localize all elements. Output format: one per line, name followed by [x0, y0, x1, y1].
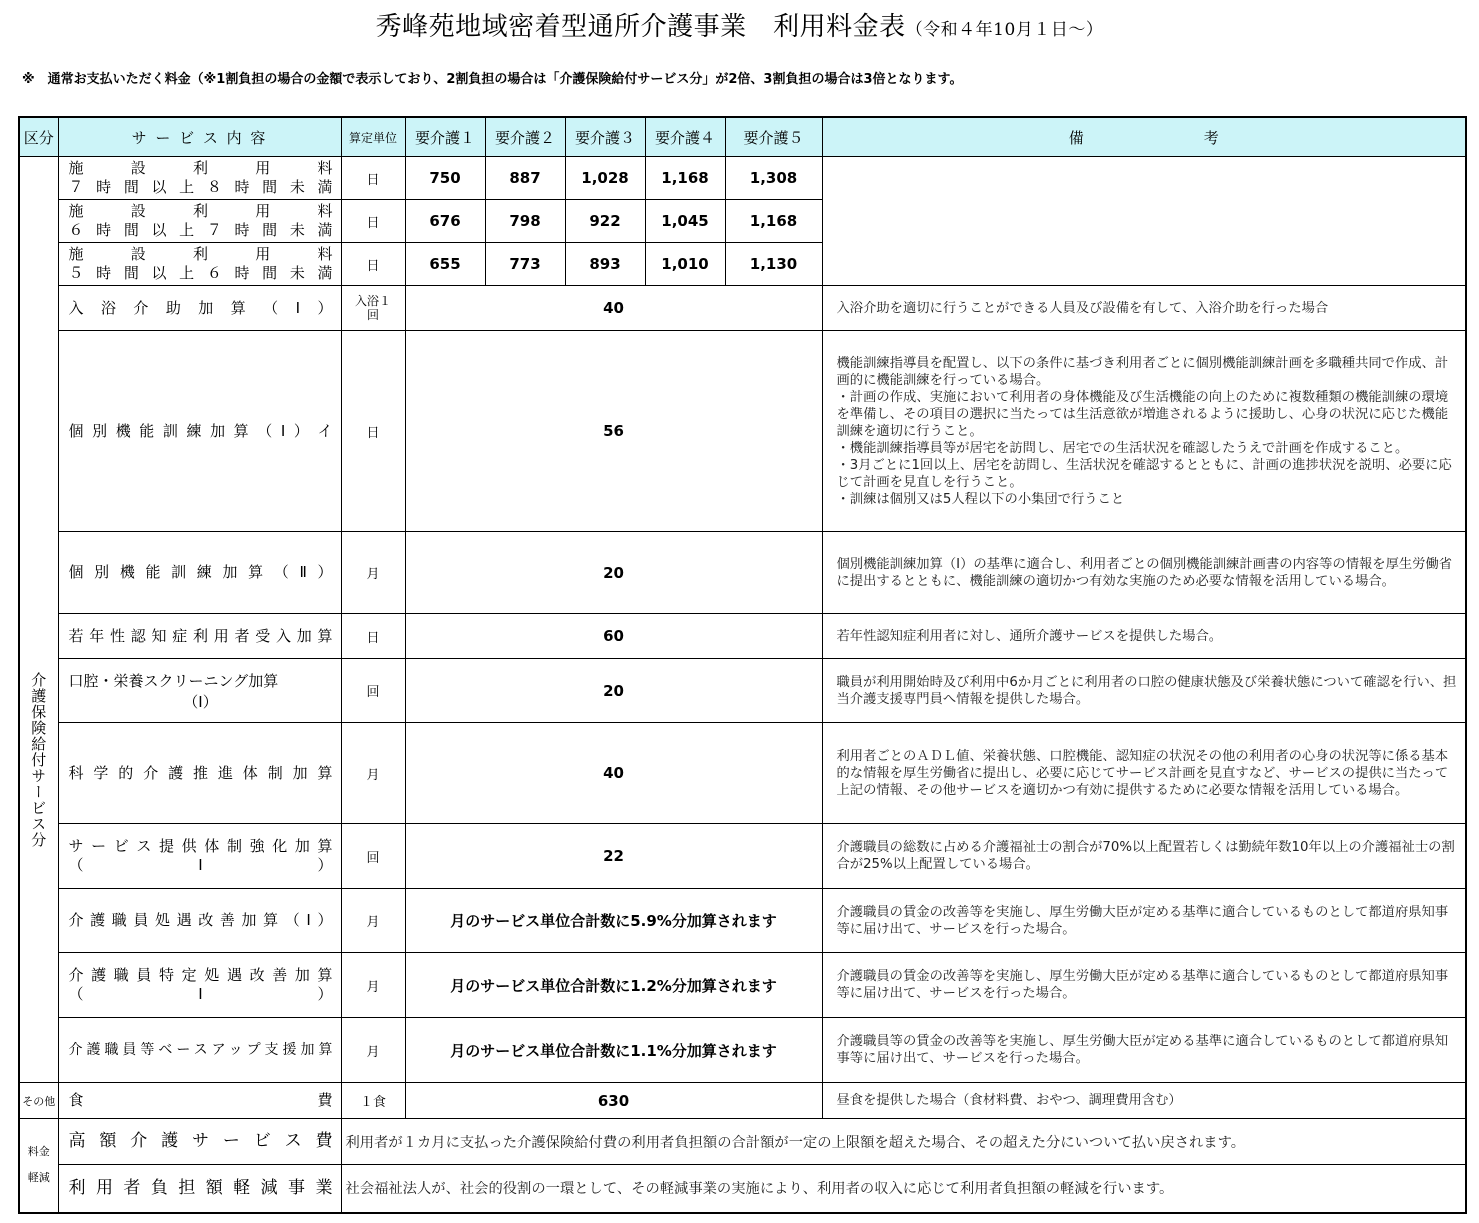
- fee-table: [18, 116, 1467, 1214]
- header-kubun: 区分: [19, 117, 58, 157]
- fee-cell: 1,308: [725, 157, 822, 200]
- service-label: 介護職員処遇改善加算（Ⅰ）: [68, 911, 333, 929]
- description-cell: 社会福祉法人が、社会的役割の一環として、その軽減事業の実施により、利用者の収入に応じて利用者負担額の軽減を行います。: [341, 1165, 1466, 1213]
- category-care: [19, 157, 58, 1083]
- unit-cell: 月: [341, 532, 405, 614]
- fee-cell: 月のサービス単位合計数に5.9%分加算されます: [405, 889, 822, 953]
- service-name: [58, 200, 341, 243]
- unit-cell: 月: [341, 953, 405, 1018]
- unit-cell: 日: [341, 243, 405, 286]
- table-row: [19, 1018, 1466, 1083]
- table-row: [19, 1083, 1466, 1119]
- unit-cell: 日: [341, 614, 405, 659]
- remark-cell: 昼食を提供した場合（食材料費、おやつ、調理費用含む）: [822, 1083, 1466, 1119]
- fee-cell: 56: [405, 331, 822, 532]
- remark-cell: 機能訓練指導員を配置し、以下の条件に基づき利用者ごとに個別機能訓練計画を多職種共同で作成、計画的に機能訓練を行っている場合。 ・計画の作成、実施において利用者の身体機能及び生活機能の向上のために複数種類の機能訓練の環境を準備し、その項目の選択に当たっては生活意欲が増進されるように援助し、心身の状況に応じた機能訓練を適切に行うこと。 ・機能訓練指導員等が居宅を訪問し、居宅での生活状況を確認したうえで計画を作成すること。 ・3月ごとに1回以上、居宅を訪問し、生活状況を確認するとともに、計画の進捗状況を説明、必要に応じて計画を見直しを行うこと。 ・訓練は個別又は5人程以下の小集団で行うこと: [822, 331, 1466, 532]
- facility-label: 施設利用料: [68, 159, 333, 177]
- fee-cell: 40: [405, 286, 822, 331]
- table-row: [19, 824, 1466, 889]
- service-label: 介護職員等ベースアップ支援加算: [68, 1041, 333, 1058]
- fee-cell: 40: [405, 723, 822, 824]
- category-reduce: [19, 1119, 58, 1213]
- header-k1: 要介護１: [405, 117, 485, 157]
- fee-cell: 922: [565, 200, 645, 243]
- service-label-sub: （Ⅰ）: [68, 856, 333, 874]
- table-row: [19, 614, 1466, 659]
- service-name: [58, 1083, 341, 1119]
- fee-cell: 月のサービス単位合計数に1.1%分加算されます: [405, 1018, 822, 1083]
- service-name: [58, 889, 341, 953]
- fee-cell: 750: [405, 157, 485, 200]
- service-name: [58, 331, 341, 532]
- unit-cell: 日: [341, 331, 405, 532]
- table-row: [19, 286, 1466, 331]
- header-row: [19, 117, 1466, 157]
- category-reduce-line2: 軽減: [27, 1171, 50, 1185]
- facility-hours: ５時間以上６時間未満: [68, 264, 333, 282]
- fee-cell: 630: [405, 1083, 822, 1119]
- service-label: 口腔・栄養スクリーニング加算: [68, 671, 279, 690]
- remark-cell: 介護職員等の賃金の改善等を実施し、厚生労働大臣が定める基準に適合しているものとして都道府県知事等に届け出て、サービスを行った場合。: [822, 1018, 1466, 1083]
- header-k2: 要介護２: [485, 117, 565, 157]
- category-other: その他: [19, 1083, 58, 1119]
- header-k3: 要介護３: [565, 117, 645, 157]
- service-label-sub: （Ⅰ）: [68, 985, 333, 1003]
- remark-cell: 職員が利用開始時及び利用中6か月ごとに利用者の口腔の健康状態及び栄養状態について確認を行い、担当介護支援専門員へ情報を提供した場合。: [822, 659, 1466, 723]
- service-label: 高額介護サービス費: [68, 1131, 333, 1151]
- service-name: [58, 614, 341, 659]
- fee-cell: 20: [405, 532, 822, 614]
- table-row: [19, 1119, 1466, 1165]
- service-label: 介護職員特定処遇改善加算: [68, 966, 333, 984]
- service-label: 利用者負担額軽減事業: [68, 1177, 333, 1198]
- table-row: [19, 1165, 1466, 1213]
- fee-cell: 1,168: [725, 200, 822, 243]
- fee-cell: 773: [485, 243, 565, 286]
- service-label: 科学的介護推進体制加算: [68, 763, 333, 782]
- service-label: 食費: [68, 1091, 333, 1109]
- service-name: [58, 286, 341, 331]
- table-row: [19, 532, 1466, 614]
- facility-hours: ６時間以上７時間未満: [68, 221, 333, 239]
- remark-cell: 介護職員の総数に占める介護福祉士の割合が70%以上配置若しくは勤続年数10年以上の介護福祉士の割合が25%以上配置している場合。: [822, 824, 1466, 889]
- header-unit: 算定単位: [341, 117, 405, 157]
- service-name: [58, 1018, 341, 1083]
- unit-cell: 回: [341, 824, 405, 889]
- service-name: [58, 953, 341, 1018]
- category-reduce-line1: 料金: [27, 1145, 50, 1159]
- remark-cell: 介護職員の賃金の改善等を実施し、厚生労働大臣が定める基準に適合しているものとして都道府県知事等に届け出て、サービスを行った場合。: [822, 889, 1466, 953]
- description-cell: 利用者が１カ月に支払った介護保険給付費の利用者負担額の合計額が一定の上限額を超えた場合、その超えた分にいついて払い戻されます。: [341, 1119, 1466, 1165]
- remark-cell: [822, 157, 1466, 286]
- header-remarks: 備 考: [822, 117, 1466, 157]
- service-label: 入浴介助加算（Ⅰ）: [68, 298, 333, 317]
- table-row: [19, 889, 1466, 953]
- service-label: サービス提供体制強化加算: [68, 837, 333, 855]
- service-name: [58, 157, 341, 200]
- unit-cell: 回: [341, 659, 405, 723]
- service-label: 個別機能訓練加算（Ⅱ）: [68, 563, 333, 581]
- service-name: [58, 243, 341, 286]
- service-name: [58, 1165, 341, 1213]
- fee-cell: 887: [485, 157, 565, 200]
- fee-cell: 893: [565, 243, 645, 286]
- unit-cell: 月: [341, 723, 405, 824]
- fee-cell: 1,028: [565, 157, 645, 200]
- service-name: [58, 532, 341, 614]
- header-k4: 要介護４: [645, 117, 725, 157]
- table-row: [19, 723, 1466, 824]
- remark-cell: 入浴介助を適切に行うことができる人員及び設備を有して、入浴介助を行った場合: [822, 286, 1466, 331]
- fee-cell: 22: [405, 824, 822, 889]
- unit-cell: 日: [341, 157, 405, 200]
- table-row: [19, 331, 1466, 532]
- unit-cell: 日: [341, 200, 405, 243]
- unit-cell: 入浴１回: [341, 286, 405, 331]
- payment-note: ※ 通常お支払いただく料金（※1割負担の場合の金額で表示しており、2割負担の場合は「介護保険給付サービス分」が2倍、3割負担の場合は3倍となります。: [22, 72, 963, 87]
- remark-cell: 利用者ごとのＡＤＬ値、栄養状態、口腔機能、認知症の状況その他の利用者の心身の状況等に係る基本的な情報を厚生労働省に提出し、必要に応じてサービス計画を見直すなど、サービスの提供に当たって上記の情報、その他サービスを適切かつ有効に提供するために必要な情報を活用している場合。: [822, 723, 1466, 824]
- unit-cell: 月: [341, 889, 405, 953]
- table-row: [19, 953, 1466, 1018]
- unit-cell: 月: [341, 1018, 405, 1083]
- service-name: [58, 659, 341, 723]
- page-title: [0, 6, 1479, 43]
- service-label: 個別機能訓練加算（Ⅰ）イ: [68, 421, 333, 440]
- fee-cell: 655: [405, 243, 485, 286]
- header-k5: 要介護５: [725, 117, 822, 157]
- service-name: [58, 723, 341, 824]
- fee-cell: 20: [405, 659, 822, 723]
- facility-hours: ７時間以上８時間未満: [68, 178, 333, 196]
- table-row: [19, 157, 1466, 200]
- service-label-sub: （Ⅰ）: [183, 692, 218, 711]
- remark-cell: 個別機能訓練加算（Ⅰ）の基準に適合し、利用者ごとの個別機能訓練計画書の内容等の情報を厚生労働省に提出するとともに、機能訓練の適切かつ有効な実施のため必要な情報を活用している場合。: [822, 532, 1466, 614]
- fee-cell: 676: [405, 200, 485, 243]
- fee-cell: 1,168: [645, 157, 725, 200]
- title-main: 秀峰苑地域密着型通所介護事業 利用料金表: [375, 12, 906, 42]
- fee-cell: 1,045: [645, 200, 725, 243]
- category-care-label: 介護保険給付サービス分: [29, 671, 48, 848]
- service-name: [58, 824, 341, 889]
- service-label: 若年性認知症利用者受入加算: [68, 626, 333, 645]
- facility-label: 施設利用料: [68, 245, 333, 263]
- remark-cell: 若年性認知症利用者に対し、通所介護サービスを提供した場合。: [822, 614, 1466, 659]
- fee-cell: 798: [485, 200, 565, 243]
- title-date: （令和４年10月１日～）: [905, 20, 1104, 40]
- table-row: [19, 659, 1466, 723]
- facility-label: 施設利用料: [68, 202, 333, 220]
- service-name: [58, 1119, 341, 1165]
- fee-cell: 月のサービス単位合計数に1.2%分加算されます: [405, 953, 822, 1018]
- unit-cell: １食: [341, 1083, 405, 1119]
- header-service: サ ー ビ ス 内 容: [58, 117, 341, 157]
- fee-cell: 1,130: [725, 243, 822, 286]
- remark-cell: 介護職員の賃金の改善等を実施し、厚生労働大臣が定める基準に適合しているものとして都道府県知事等に届け出て、サービスを行った場合。: [822, 953, 1466, 1018]
- fee-cell: 1,010: [645, 243, 725, 286]
- fee-cell: 60: [405, 614, 822, 659]
